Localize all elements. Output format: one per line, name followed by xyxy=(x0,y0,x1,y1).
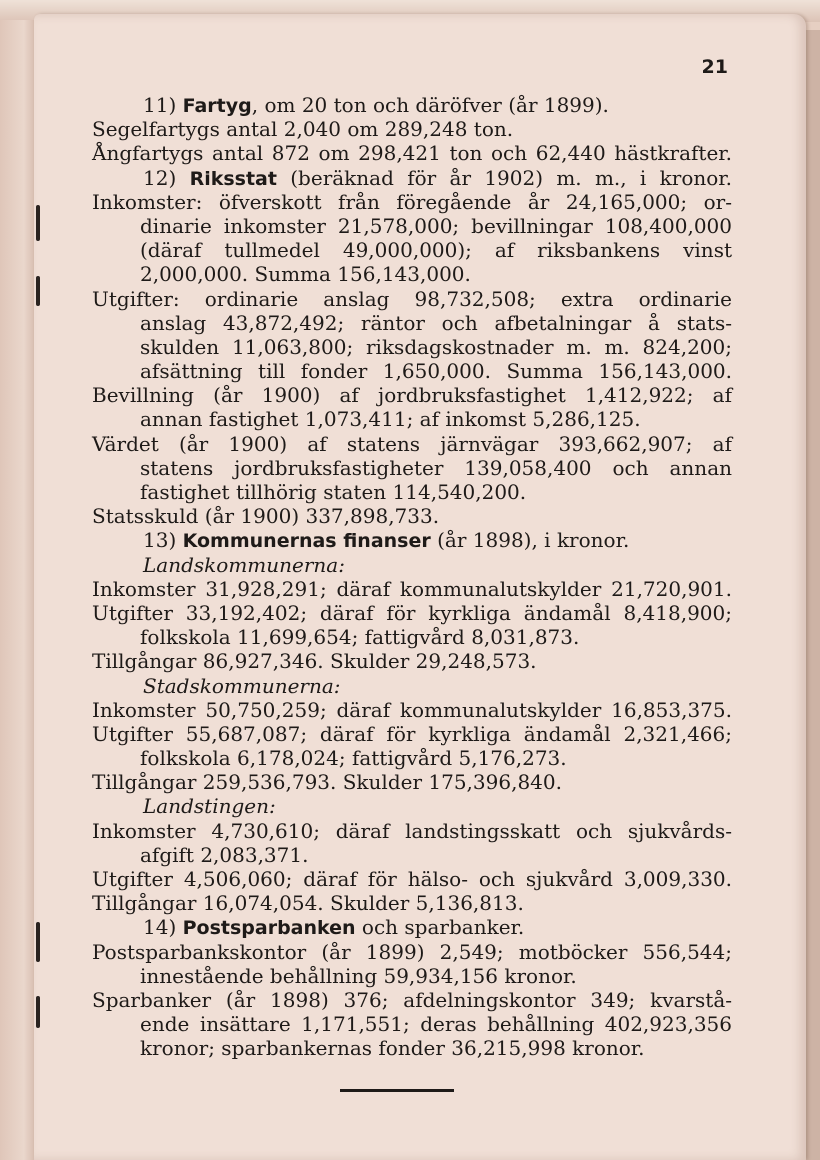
text-line: Landstingen: xyxy=(143,794,276,819)
book-edge xyxy=(806,30,820,1160)
text-line: Utgifter: ordinarie anslag 98,732,508; extra ordinarie xyxy=(92,286,732,311)
margin-mark xyxy=(36,276,40,306)
text-line: Postsparbankskontor (år 1899) 2,549; motböcker 556,544; xyxy=(92,939,732,964)
text-line: Statsskuld (år 1900) 337,898,733. xyxy=(92,504,440,529)
text-line: Stadskommunerna: xyxy=(143,673,341,698)
section-heading: Kommunernas finanser xyxy=(182,530,431,553)
text-line: folkskola 11,699,654; fattigvård 8,031,873. xyxy=(140,625,580,650)
text-line: Utgifter 55,687,087; däraf för kyrkliga ändamål 2,321,466; xyxy=(92,721,732,746)
text-line: afsättning till fonder 1,650,000. Summa 156,143,000. xyxy=(140,359,732,384)
text-line: 11) Fartyg, om 20 ton och däröfver (år 1899). xyxy=(143,93,609,117)
page-number: 21 xyxy=(701,56,728,78)
text-line: 2,000,000. Summa 156,143,000. xyxy=(140,262,471,287)
text-line: Segelfartygs antal 2,040 om 289,248 ton. xyxy=(92,117,514,142)
text-line: annan fastighet 1,073,411; af inkomst 5,286,125. xyxy=(140,407,641,432)
text-line: Inkomster: öfverskott från föregående år 24,165,000; or- xyxy=(92,189,732,214)
text-line: Ångfartygs antal 872 om 298,421 ton och 62,440 hästkrafter. xyxy=(92,141,732,166)
text-line: Inkomster 4,730,610; däraf landstingsskatt och sjukvårds- xyxy=(92,818,732,843)
previous-page-edge xyxy=(0,20,35,1160)
text-line: Bevillning (år 1900) af jordbruksfastighet 1,412,922; af xyxy=(92,383,732,408)
text-line: Tillgångar 16,074,054. Skulder 5,136,813. xyxy=(92,891,524,916)
text-line: innestående behållning 59,934,156 kronor. xyxy=(140,963,577,988)
text-line: Inkomster 31,928,291; däraf kommunalutskylder 21,720,901. xyxy=(92,576,732,601)
text-line: anslag 43,872,492; räntor och afbetalningar å stats- xyxy=(140,310,732,335)
text-line: Värdet (år 1900) af statens järnvägar 393,662,907; af xyxy=(92,431,732,456)
text-line: 14) Postsparbanken och sparbanker. xyxy=(143,915,525,940)
text-line: 13) Kommunernas finanser (år 1898), i kronor. xyxy=(143,528,630,553)
text-line: skulden 11,063,800; riksdagskostnader m. m. 824,200; xyxy=(140,334,732,359)
text-line: (däraf tullmedel 49,000,000); af riksbankens vinst xyxy=(140,238,732,263)
text-line: Tillgångar 259,536,793. Skulder 175,396,840. xyxy=(92,770,562,795)
text-line: 12) Riksstat (beräknad för år 1902) m. m., i kronor. xyxy=(143,165,732,190)
text-line: Sparbanker (år 1898) 376; afdelningskontor 349; kvarstå- xyxy=(92,987,732,1012)
text-line: fastighet tillhörig staten 114,540,200. xyxy=(140,480,527,504)
section-heading: Riksstat xyxy=(189,167,277,190)
section-heading: Fartyg xyxy=(182,95,252,117)
text-line: statens jordbruksfastigheter 139,058,400 och annan xyxy=(140,455,732,480)
text-line: folkskola 6,178,024; fattigvård 5,176,273. xyxy=(140,746,567,771)
page-body-text xyxy=(92,93,732,1061)
text-line: Utgifter 4,506,060; däraf för hälso- och sjukvård 3,009,330. xyxy=(92,867,732,891)
text-line: Tillgångar 86,927,346. Skulder 29,248,573. xyxy=(92,649,537,674)
margin-mark xyxy=(36,205,40,241)
text-line: Landskommunerna: xyxy=(143,552,345,577)
text-line: kronor; sparbankernas fonder 36,215,998 kronor. xyxy=(140,1036,645,1061)
text-line: afgift 2,083,371. xyxy=(140,842,309,867)
section-heading: Postsparbanken xyxy=(182,917,356,940)
text-line: dinarie inkomster 21,578,000; bevillningar 108,400,000 xyxy=(140,213,732,238)
margin-mark xyxy=(36,996,40,1028)
text-line: Utgifter 33,192,402; däraf för kyrkliga ändamål 8,418,900; xyxy=(92,600,732,625)
text-line: ende insättare 1,171,551; deras behållning 402,923,356 xyxy=(140,1012,732,1037)
end-rule xyxy=(340,1089,454,1092)
text-line: Inkomster 50,750,259; däraf kommunalutskylder 16,853,375. xyxy=(92,697,732,722)
margin-mark xyxy=(36,922,40,962)
